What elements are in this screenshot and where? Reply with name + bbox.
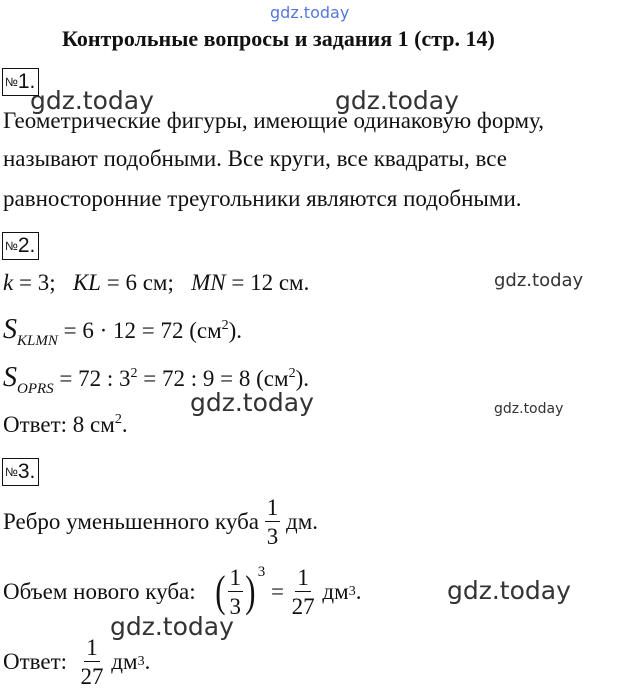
q3-edge: Ребро уменьшенного куба $\frac{1}{3}$ дм. (3, 495, 319, 549)
fraction: $\frac{1}{3}$ (266, 495, 279, 549)
watermark-top: gdz.today (270, 3, 350, 22)
question-number-2: №2. (2, 232, 39, 260)
q3-answer: Ответ: $\frac{1}{27}$ дм 3 . (3, 635, 151, 689)
watermark: gdz.today (190, 388, 314, 417)
fraction: $\frac{1}{3}$ (229, 565, 242, 619)
watermark: gdz.today (447, 576, 571, 605)
q3-volume: Объем нового куба: ( $\frac{1}{3}$ ) 3 = $\frac{1}{27}$ дм 3 . (3, 564, 362, 619)
question-number-3: №3. (2, 458, 39, 486)
q2-area-oprs: $S_{OPRS} = 72$ : $3^2 = 72$ : 9 = 8 $(см^2)$. (3, 362, 309, 397)
q2-given: k = 3; KL = 6 см; MN = 12 см. (3, 270, 310, 295)
watermark: gdz.today (110, 612, 234, 641)
q2-answer: Ответ: 8 $см^2$. (3, 412, 128, 437)
watermark: gdz.today (494, 270, 584, 291)
watermark: gdz.today (335, 86, 459, 115)
q2-area-klmn: $S_{KLMN} = 6 \cdot 12 = 72$ $(см^2)$. (3, 314, 243, 349)
q1-line-2: называют подобными. Все круги, все квадраты, все (3, 146, 507, 171)
watermark: gdz.today (494, 401, 564, 417)
page-title: Контрольные вопросы и задания 1 (стр. 14) (62, 26, 495, 51)
watermark: gdz.today (30, 86, 154, 115)
q1-line-1: Геометрические фигуры, имеющие одинаковую форму, (3, 108, 544, 133)
question-number-1: №1. (2, 68, 39, 96)
fraction: $\frac{1}{27}$ (80, 635, 104, 689)
q1-line-3: равносторонние треугольники являются подобными. (3, 186, 522, 211)
fraction: $\frac{1}{27}$ (291, 565, 315, 619)
